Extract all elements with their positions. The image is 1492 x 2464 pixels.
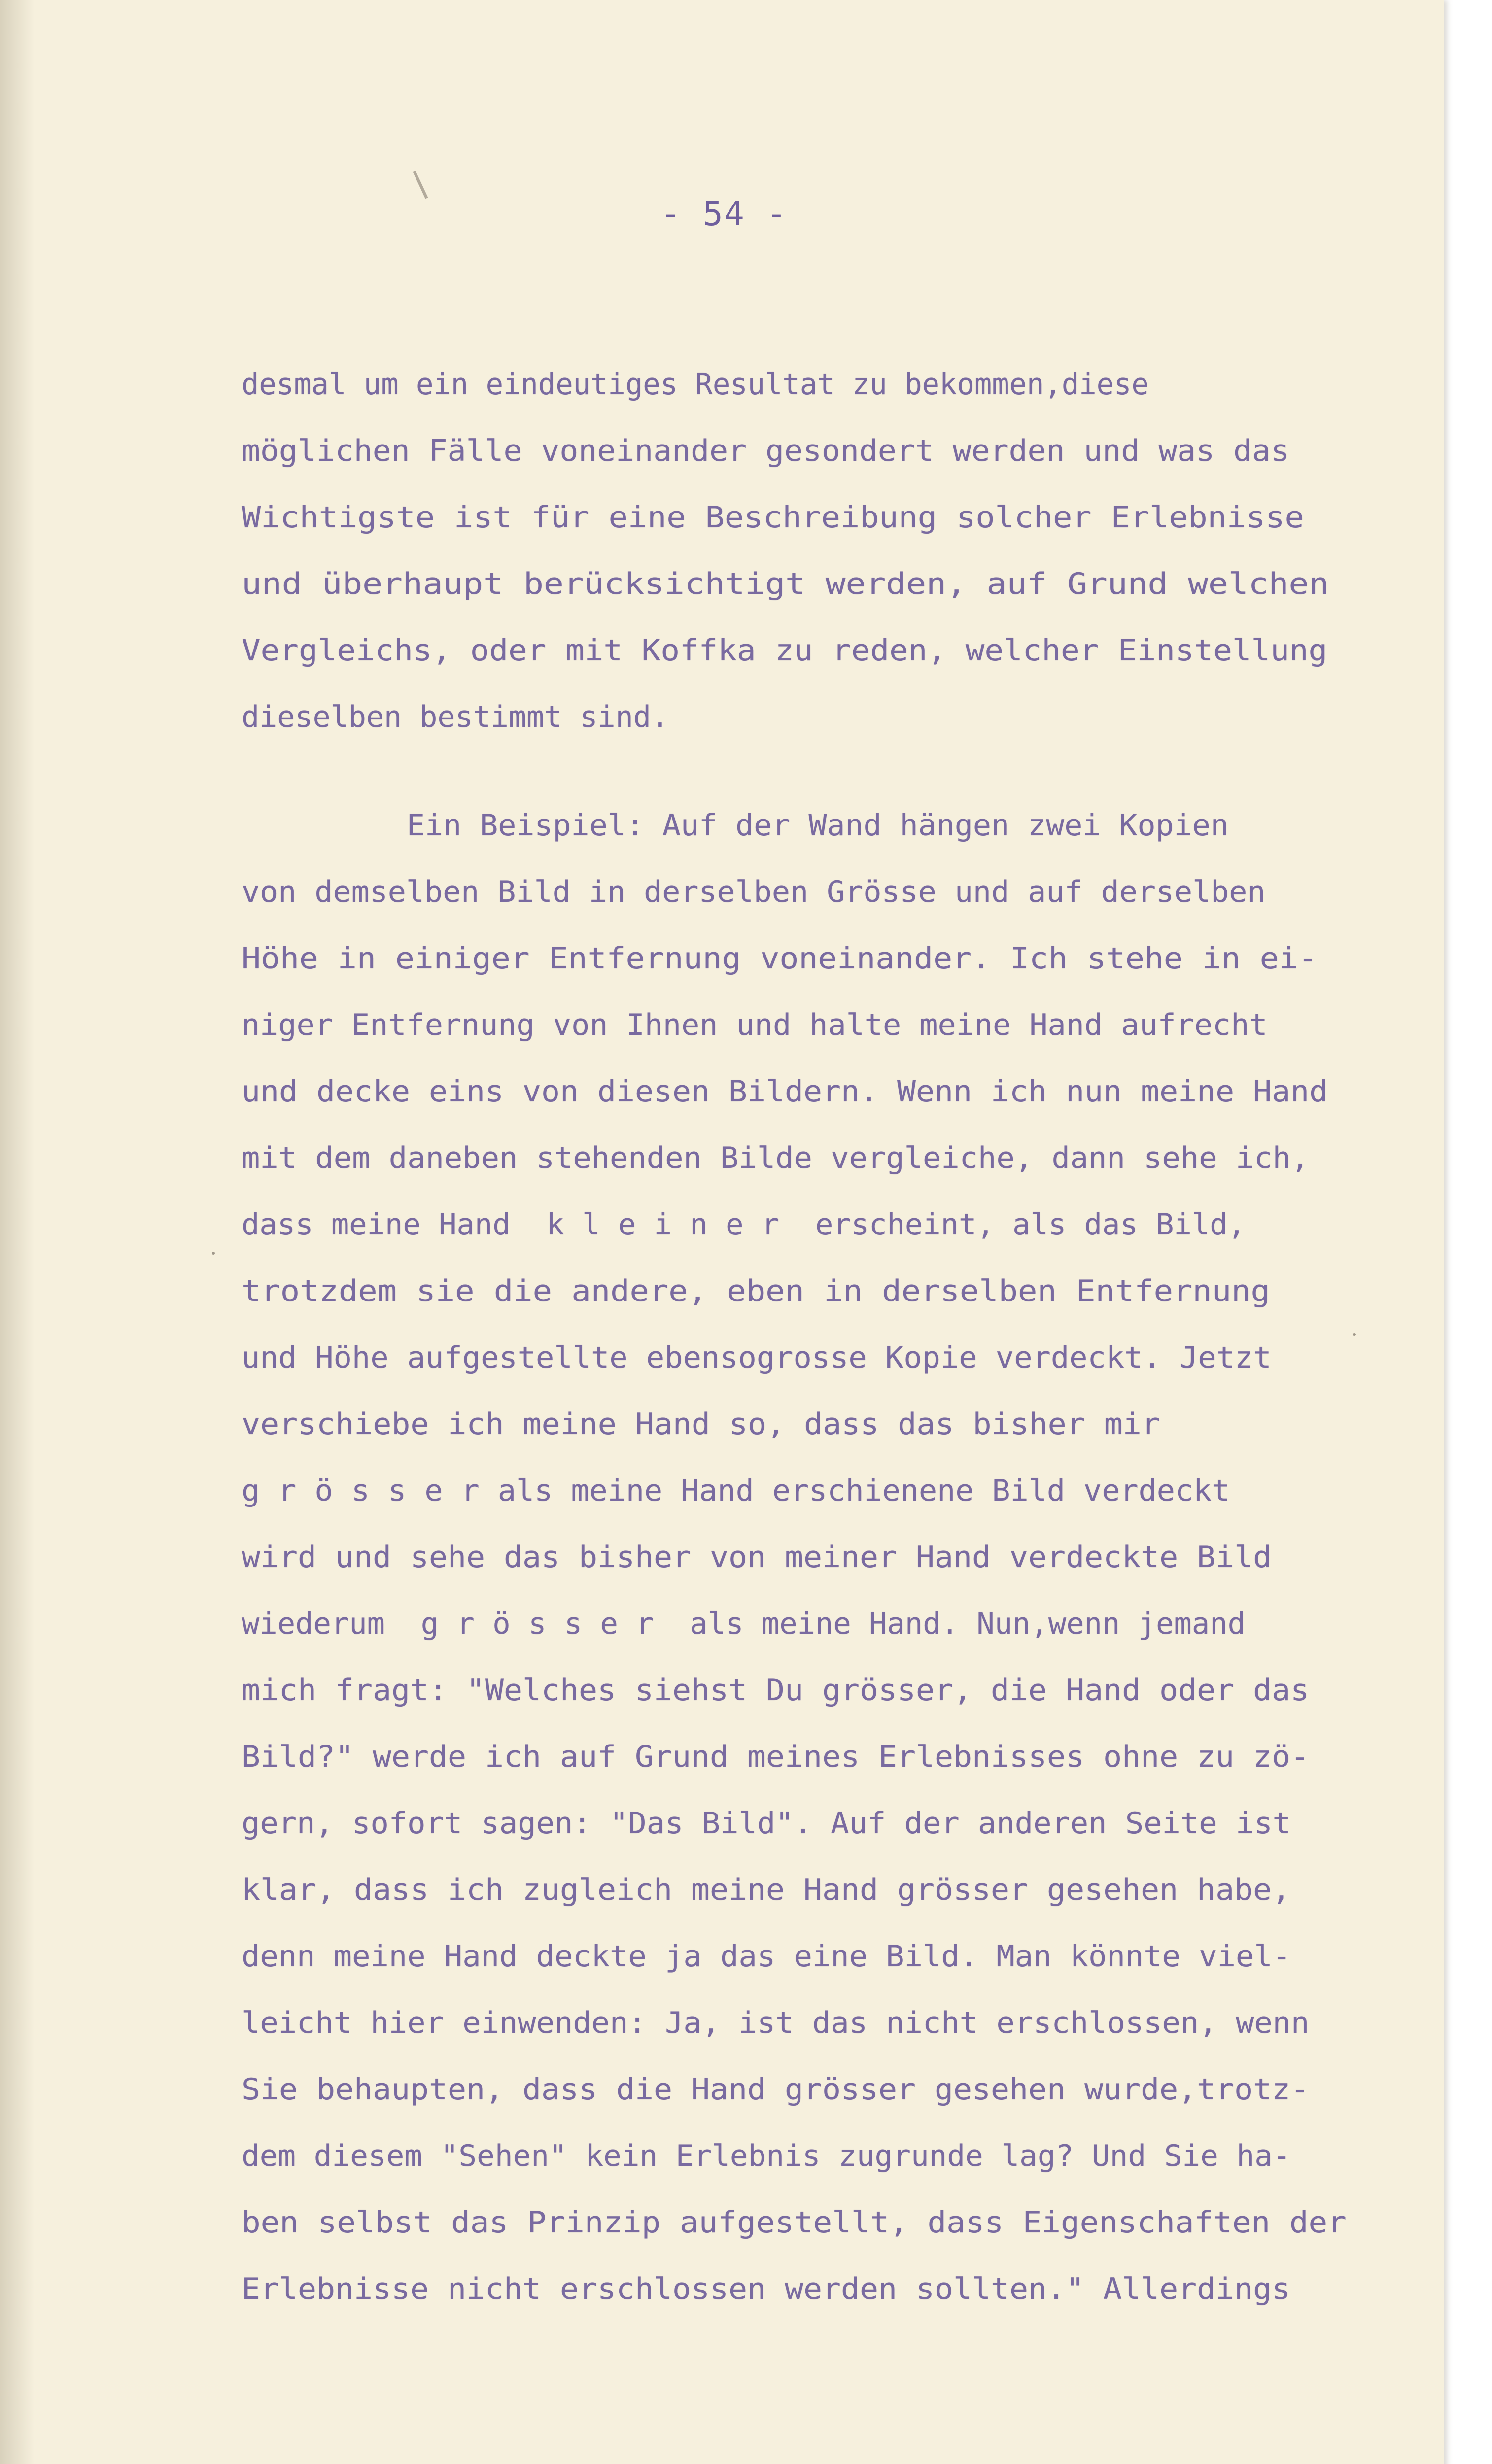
text-line: dieselben bestimmt sind. <box>242 700 669 734</box>
text-line: von demselben Bild in derselben Grösse und auf derselben <box>242 875 1266 909</box>
text-line: leicht hier einwenden: Ja, ist das nicht erschlossen, wenn <box>242 2006 1310 2040</box>
text-line: trotzdem sie die andere, eben in derselben Entfernung <box>242 1274 1270 1308</box>
text-line: wiederum g r ö s s e r als meine Hand. Nun,wenn jemand <box>242 1607 1246 1641</box>
text-line: klar, dass ich zugleich meine Hand grösser gesehen habe, <box>242 1873 1291 1907</box>
text-line: verschiebe ich meine Hand so, dass das bisher mir <box>242 1407 1160 1441</box>
stray-pen-mark <box>413 171 428 199</box>
text-line: dass meine Hand k l e i n e r erscheint, als das Bild, <box>242 1207 1246 1242</box>
text-line: Höhe in einiger Entfernung voneinander. Ich stehe in ei- <box>242 941 1318 976</box>
binding-shadow <box>0 0 35 2464</box>
text-line: gern, sofort sagen: "Das Bild". Auf der anderen Seite ist <box>242 1806 1291 1841</box>
margin-dot <box>212 1252 215 1255</box>
text-line: Sie behaupten, dass die Hand grösser gesehen wurde,trotz- <box>242 2072 1310 2107</box>
text-line: mit dem daneben stehenden Bilde vergleiche, dann sehe ich, <box>242 1141 1310 1175</box>
text-line: g r ö s s e r als meine Hand erschienene Bild verdeckt <box>242 1473 1230 1508</box>
text-line: und überhaupt berücksichtigt werden, auf Grund welchen <box>242 567 1329 601</box>
text-line: Ein Beispiel: Auf der Wand hängen zwei Kopien <box>407 808 1229 843</box>
text-line: Erlebnisse nicht erschlossen werden sollten." Allerdings <box>242 2272 1291 2306</box>
text-line: Vergleichs, oder mit Koffka zu reden, welcher Einstellung <box>242 633 1328 668</box>
text-line: ben selbst das Prinzip aufgestellt, dass Eigenschaften der <box>242 2205 1347 2240</box>
text-line: niger Entfernung von Ihnen und halte meine Hand aufrecht <box>242 1008 1268 1042</box>
text-line: und Höhe aufgestellte ebensogrosse Kopie verdeckt. Jetzt <box>242 1340 1272 1375</box>
page-number: - 54 - <box>660 195 788 234</box>
text-line: dem diesem "Sehen" kein Erlebnis zugrunde lag? Und Sie ha- <box>242 2139 1291 2173</box>
margin-dot <box>1353 1333 1356 1336</box>
text-line: desmal um ein eindeutiges Resultat zu bekommen,diese <box>242 367 1149 402</box>
text-line: mich fragt: "Welches siehst Du grösser, die Hand oder das <box>242 1673 1310 1708</box>
text-line: wird und sehe das bisher von meiner Hand verdeckte Bild <box>242 1540 1272 1574</box>
text-line: und decke eins von diesen Bildern. Wenn ich nun meine Hand <box>242 1074 1328 1109</box>
text-line: denn meine Hand deckte ja das eine Bild. Man könnte viel- <box>242 1939 1291 1974</box>
text-line: Bild?" werde ich auf Grund meines Erlebnisses ohne zu zö- <box>242 1740 1310 1774</box>
text-line: möglichen Fälle voneinander gesondert werden und was das <box>242 434 1290 468</box>
text-line: Wichtigste ist für eine Beschreibung solcher Erlebnisse <box>242 500 1304 535</box>
